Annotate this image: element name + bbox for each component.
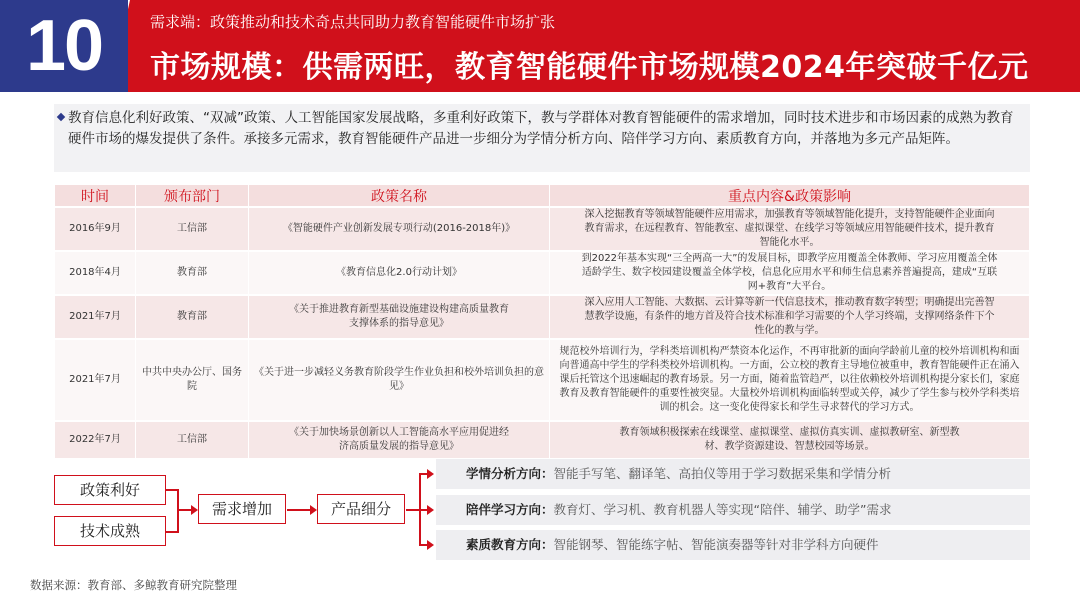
table-row bbox=[55, 252, 1029, 294]
header-time: 时间 bbox=[55, 185, 135, 206]
row-dept: 中共中央办公厅、国务院 bbox=[136, 340, 248, 420]
row-time: 2021年7月 bbox=[55, 296, 135, 338]
row-time: 2021年7月 bbox=[55, 340, 135, 420]
result-text: 教育灯、学习机、教育机器人等实现“陪伴、辅学、助学”需求 bbox=[553, 502, 892, 517]
row-policy-name: 《关于推进教育新型基础设施建设构建高质量教育支撑体系的指导意见》 bbox=[249, 296, 549, 338]
row-policy-name: 《关于加快场景创新以人工智能高水平应用促进经济高质量发展的指导意见》 bbox=[249, 422, 549, 458]
connector-line bbox=[177, 489, 179, 533]
row-dept: 工信部 bbox=[136, 208, 248, 250]
row-dept: 教育部 bbox=[136, 252, 248, 294]
header-policy-name: 政策名称 bbox=[249, 185, 549, 206]
table-header-row bbox=[55, 185, 1029, 206]
table-row bbox=[55, 422, 1029, 458]
intro-panel bbox=[54, 104, 1030, 172]
arrow-icon bbox=[420, 509, 432, 511]
header-content: 重点内容&政策影响 bbox=[550, 185, 1029, 206]
data-source-note: 数据来源：教育部、多鲸教育研究院整理 bbox=[30, 578, 237, 592]
row-content: 深入应用人工智能、大数据、云计算等新一代信息技术，推动教育数字转型；明确提出完善智慧教学设施，有条件的地方首及符合技术标准和学习需要的个人学习终端，支撑网络条件下个性化的教与学。 bbox=[550, 296, 1029, 338]
row-content: 规范校外培训行为，学科类培训机构严禁资本化运作，不再审批新的面向学龄前儿童的校外培训机构和面向普通高中学生的学科类校外培训机构。一方面，公立校的教育主导地位被重申，教育智能硬件正在涌入课后托管这个迅速崛起的教育场景。另一方面，随着监管趋严，以往依赖校外培训机构提分家长们，家庭教育及教育智能硬件的重要性被突显。大量校外培训机构面临转型或关停，减少了学生参与校外学科类培训的机会。这一变化使得家长和学生寻求替代的学习方式。 bbox=[550, 340, 1029, 420]
demand-increase-box: 需求增加 bbox=[198, 494, 286, 524]
result-label: 陪伴学习方向： bbox=[466, 502, 554, 517]
arrow-icon bbox=[178, 509, 196, 511]
row-time: 2016年9月 bbox=[55, 208, 135, 250]
row-time: 2018年4月 bbox=[55, 252, 135, 294]
table-row bbox=[55, 208, 1029, 250]
header-dept: 颁布部门 bbox=[136, 185, 248, 206]
result-companion-learning bbox=[436, 495, 1030, 525]
arrow-icon bbox=[420, 544, 432, 546]
product-segment-box: 产品细分 bbox=[317, 494, 405, 524]
result-learning-analysis bbox=[436, 459, 1030, 489]
row-content: 到2022年基本实现“三全两高一大”的发展目标，即教学应用覆盖全体教师、学习应用覆盖全体适龄学生、数字校园建设覆盖全体学校，信息化应用水平和师生信息素养普遍提高，建成“互联网+教育”大平台。 bbox=[550, 252, 1029, 294]
row-time: 2022年7月 bbox=[55, 422, 135, 458]
result-label: 素质教育方向： bbox=[466, 537, 554, 552]
row-dept: 教育部 bbox=[136, 296, 248, 338]
arrow-icon bbox=[420, 473, 432, 475]
tech-mature-box: 技术成熟 bbox=[54, 516, 166, 546]
arrow-icon bbox=[287, 509, 315, 511]
table-row bbox=[55, 296, 1029, 338]
intro-text: 教育信息化利好政策、“双减”政策、人工智能国家发展战略，多重利好政策下，教与学群体对教育智能硬件的需求增加，同时技术进步和市场因素的成熟为教育硬件市场的爆发提供了条件。承接多元需求，教育智能硬件产品进一步细分为学情分析方向、陪伴学习方向、素质教育方向，并落地为多元产品矩阵。 bbox=[68, 110, 1014, 147]
row-content: 教育领域积极探索在线课堂、虚拟课堂、虚拟仿真实训、虚拟教研室、新型教材、教学资源建设、智慧校园等场景。 bbox=[550, 422, 1029, 458]
row-policy-name: 《关于进一步减轻义务教育阶段学生作业负担和校外培训负担的意见》 bbox=[249, 340, 549, 420]
row-dept: 工信部 bbox=[136, 422, 248, 458]
diamond-bullet-icon bbox=[57, 113, 65, 121]
row-policy-name: 《智能硬件产业创新发展专项行动(2016-2018年)》 bbox=[249, 208, 549, 250]
result-text: 智能手写笔、翻译笔、高拍仪等用于学习数据采集和学情分析 bbox=[553, 466, 892, 481]
result-text: 智能钢琴、智能练字帖、智能演奏器等针对非学科方向硬件 bbox=[553, 537, 879, 552]
policy-favorable-box: 政策利好 bbox=[54, 475, 166, 505]
result-label: 学情分析方向： bbox=[466, 466, 554, 481]
section-subtitle: 需求端：政策推动和技术奇点共同助力教育智能硬件市场扩张 bbox=[150, 13, 556, 31]
policy-table bbox=[54, 183, 1030, 460]
page-title: 市场规模：供需两旺，教育智能硬件市场规模2024年突破千亿元 bbox=[150, 50, 1029, 85]
connector-line bbox=[406, 509, 420, 511]
row-content: 深入挖掘教育等领域智能硬件应用需求，加强教育等领域智能化提升，支持智能硬件企业面向教育需求，在远程教育、智能教室、虚拟课堂、在线学习等领域应用智能硬件技术，提升教育智能化水平。 bbox=[550, 208, 1029, 250]
row-policy-name: 《教育信息化2.0行动计划》 bbox=[249, 252, 549, 294]
table-row bbox=[55, 340, 1029, 420]
result-quality-education bbox=[436, 530, 1030, 560]
section-number: 10 bbox=[0, 0, 128, 92]
